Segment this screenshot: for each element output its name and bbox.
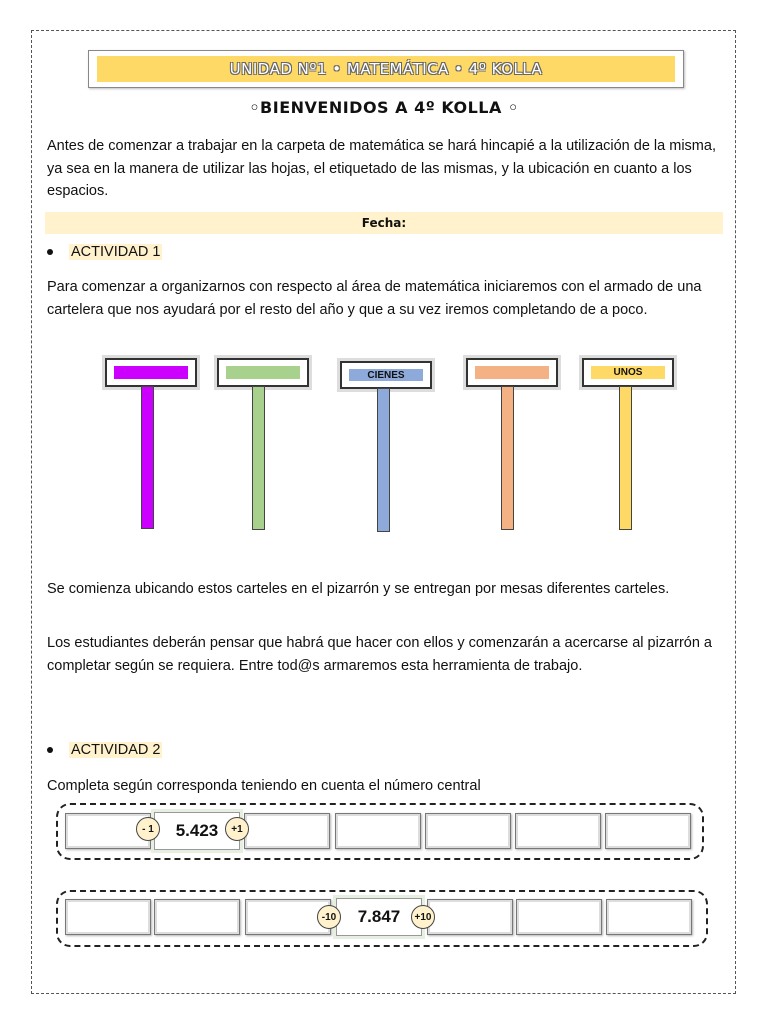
answer-box[interactable] [516, 899, 602, 935]
minus-operation-badge: - 1 [136, 817, 160, 841]
activity-1-label: ACTIVIDAD 1 [71, 244, 161, 260]
answer-box[interactable] [515, 813, 601, 849]
sign-pole [252, 386, 265, 530]
bullet-icon [47, 747, 53, 753]
answer-box[interactable] [244, 813, 330, 849]
sign-label [114, 366, 188, 379]
sign-label: CIENES [349, 369, 423, 381]
sign-label: UNOS [591, 366, 665, 379]
unit-title: UNIDAD Nº1 • MATEMÁTICA • 4º KOLLA [229, 60, 543, 78]
central-number: 7.847 [336, 898, 422, 936]
activity-1-heading [47, 244, 162, 260]
answer-box[interactable] [606, 899, 692, 935]
central-number: 5.423 [154, 812, 240, 850]
activity-1-description: Los estudiantes deberán pensar que habrá que hacer con ellos y comenzarán a acercarse al pizarrón a completar según se requiera. Entre tod@s armaremos esta herramienta de trabajo. [47, 635, 712, 674]
activity-2-label: ACTIVIDAD 2 [71, 742, 161, 758]
answer-box[interactable] [335, 813, 421, 849]
activity-1-instructions: Se comienza ubicando estos carteles en el pizarrón y se entregan por mesas diferentes carteles. [47, 581, 670, 597]
sign-pole [619, 386, 632, 530]
sign-pole [377, 388, 390, 532]
answer-box[interactable] [605, 813, 691, 849]
sign-pole [501, 386, 514, 530]
answer-box[interactable] [427, 899, 513, 935]
answer-box[interactable] [154, 899, 240, 935]
unit-banner [88, 50, 684, 88]
plus-operation-badge: +10 [411, 905, 435, 929]
bullet-icon [47, 249, 53, 255]
sign-label [475, 366, 549, 379]
date-bar [45, 212, 723, 234]
plus-operation-badge: +1 [225, 817, 249, 841]
activity-2-instruction: Completa según corresponda teniendo en cuenta el número central [47, 778, 481, 794]
activity-1-paragraph: Para comenzar a organizarnos con respecto al área de matemática iniciaremos con el armado de una cartelera que nos ayudará por el resto del año y que a su vez iremos completando de a poco. [47, 279, 702, 318]
sign-pole [141, 386, 154, 529]
intro-paragraph: Antes de comenzar a trabajar en la carpeta de matemática se hará hincapié a la utilización de la misma, ya sea en la manera de utilizar las hojas, el etiquetado de las mismas, y la ubicación en cuanto a los espacios. [47, 138, 716, 199]
answer-box[interactable] [425, 813, 511, 849]
minus-operation-badge: -10 [317, 905, 341, 929]
activity-2-heading [47, 742, 162, 758]
answer-box[interactable] [65, 899, 151, 935]
welcome-heading: ◦BIENVENIDOS A 4º KOLLA ◦ [249, 98, 519, 117]
date-label: Fecha: [361, 216, 407, 230]
sign-label [226, 366, 300, 379]
